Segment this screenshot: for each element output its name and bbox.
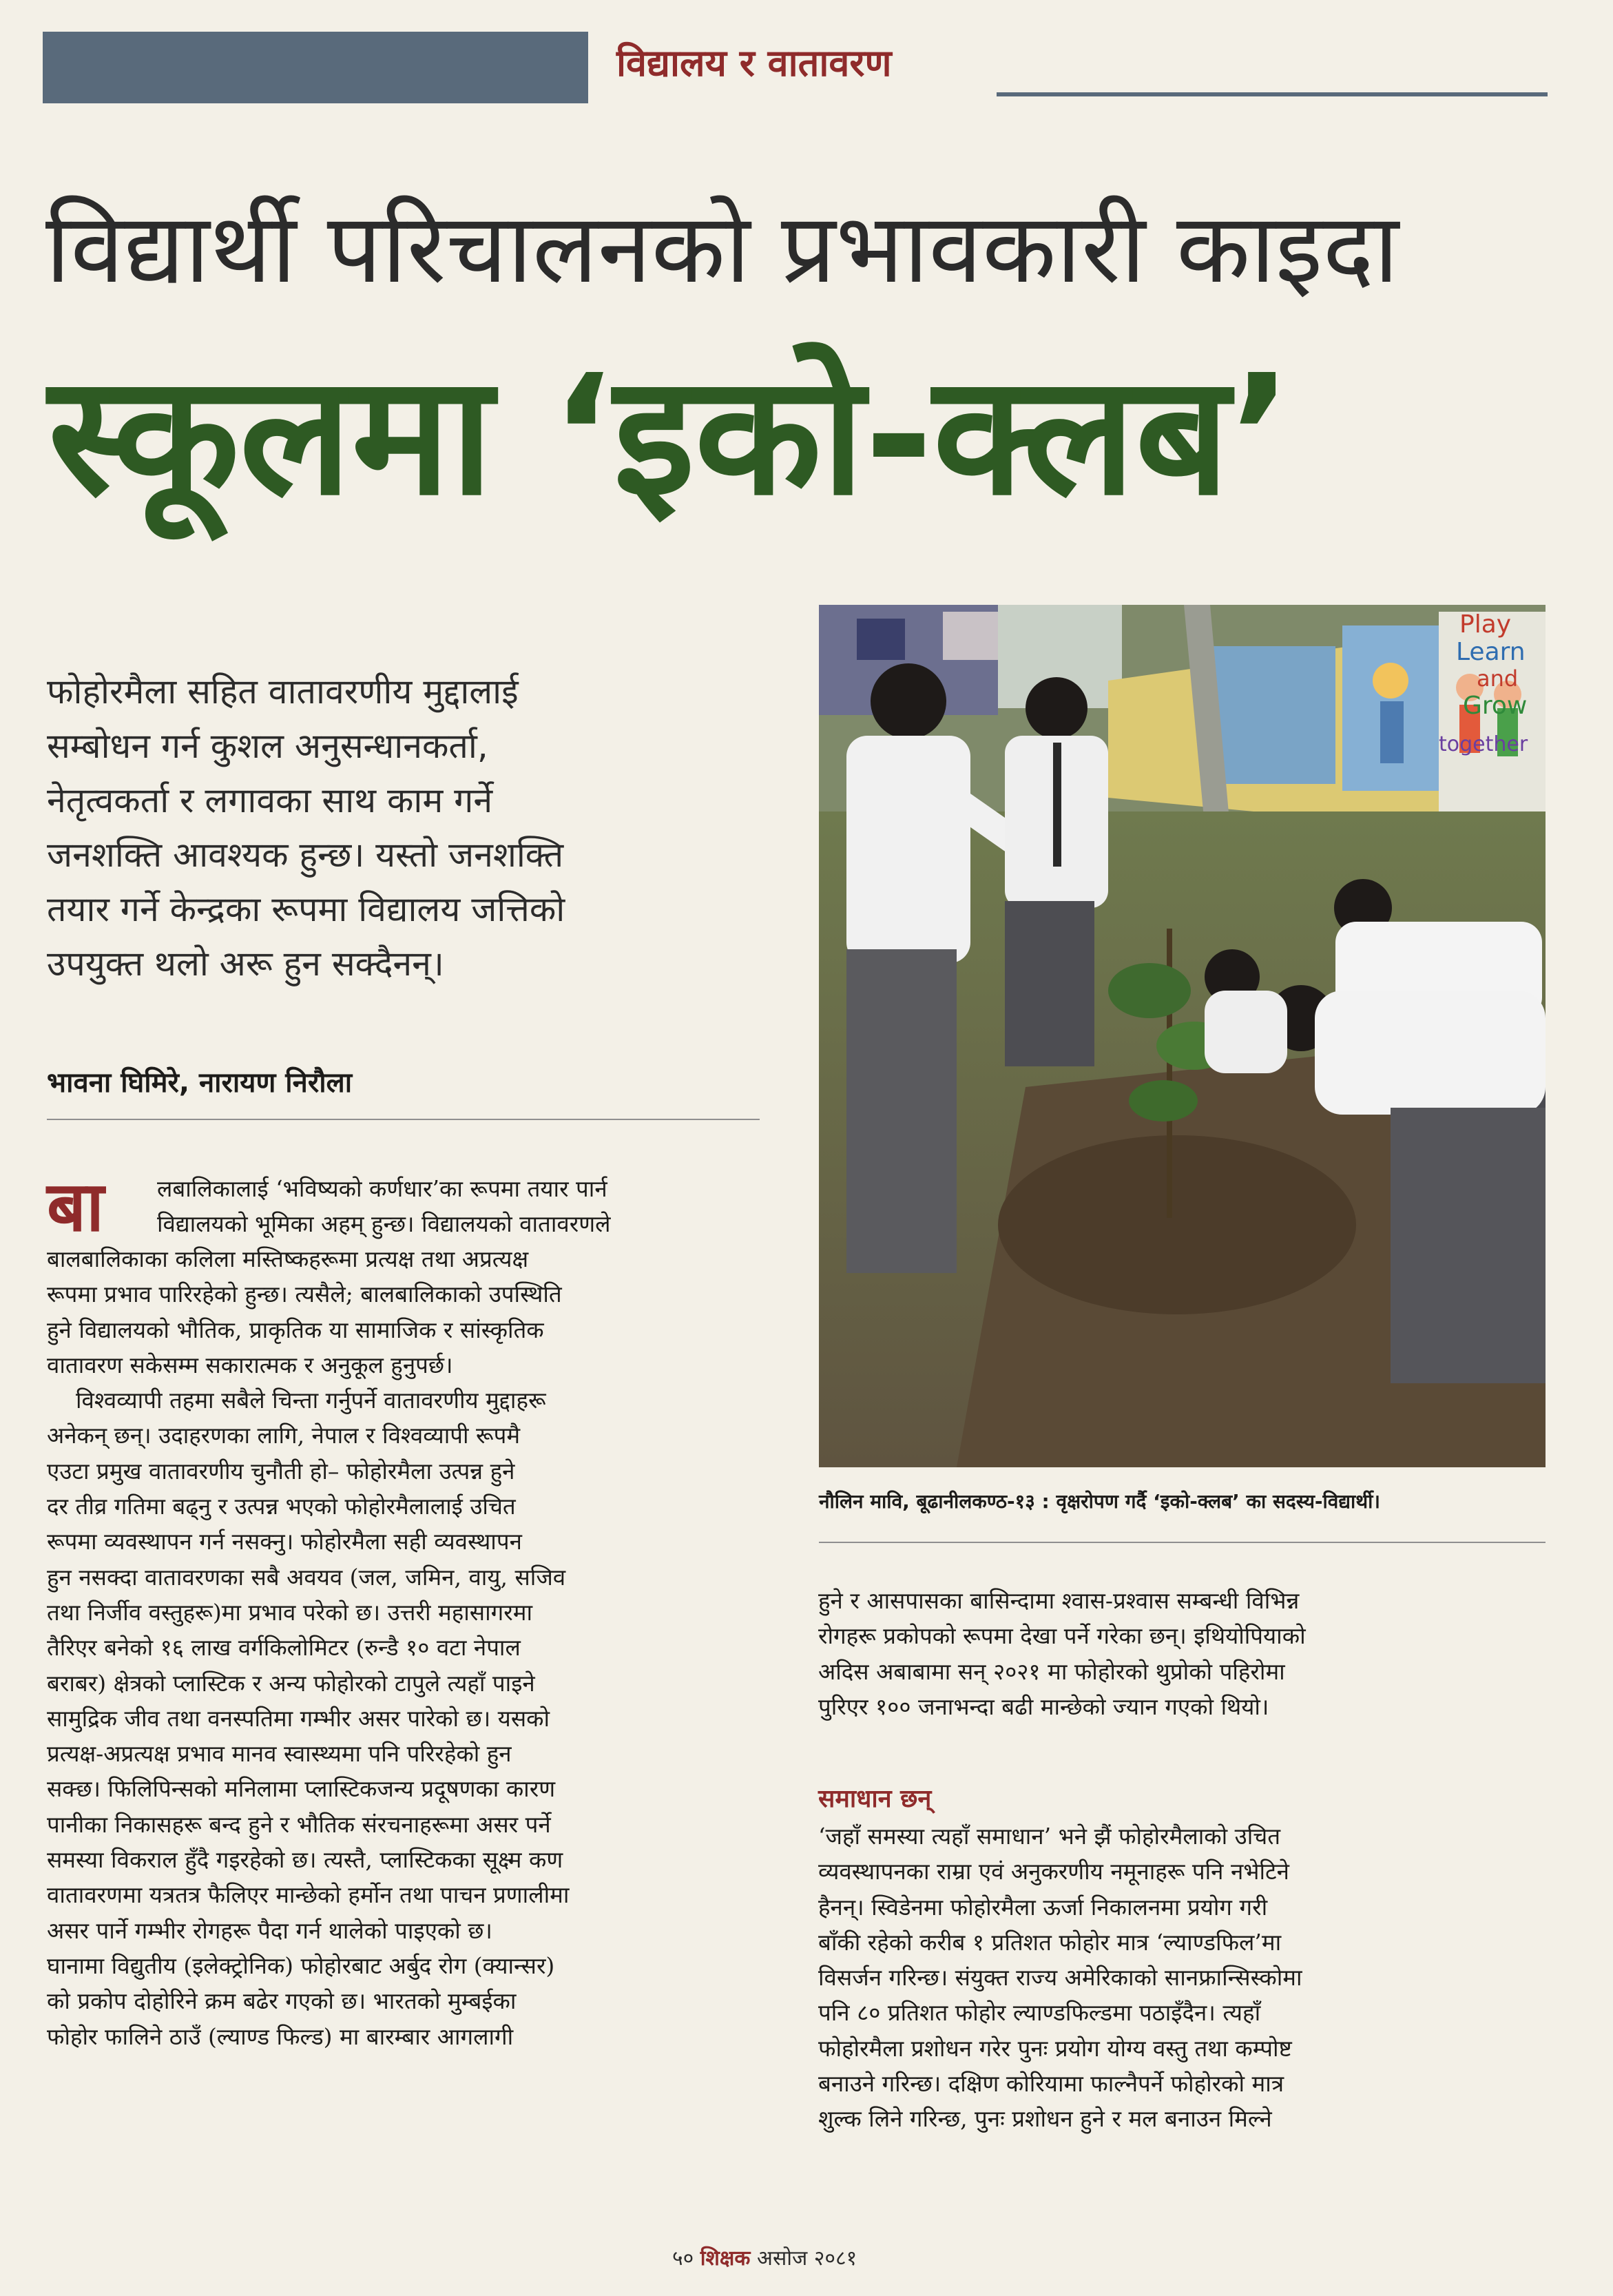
body-line: रूपमा व्यवस्थापन गर्न नसक्नु। फोहोरमैला सही व्यवस्थापन [47,1528,522,1555]
page-number: ५० [672,2246,694,2271]
body-line: सक्छ। फिलिपिन्सको मनिलामा प्लास्टिकजन्य प्रदूषणका कारण [47,1775,556,1803]
body-line: लबालिकालाई ‘भविष्यको कर्णधार’का रूपमा तयार पार्न [157,1175,607,1202]
body-line: पनि ८० प्रतिशत फोहोर ल्याण्डफिल्डमा पठाइँदैन। त्यहाँ [818,1999,1261,2027]
article-lead [47,665,777,991]
lead-line: तयार गर्ने केन्द्रका रूपमा विद्यालय जत्तिको [47,889,565,929]
tree-planting-photo [819,605,1546,1467]
body-line: फोहोरमैला प्रशोधन गरेर पुनः प्रयोग योग्य वस्तु तथा कम्पोष्ट [818,2034,1292,2062]
body-line: बालबालिकाका कलिला मस्तिष्कहरूमा प्रत्यक्ष तथा अप्रत्यक्ष [47,1245,529,1272]
body-line: हुने विद्यालयको भौतिक, प्राकृतिक या सामाजिक र सांस्कृतिक [47,1316,544,1343]
lead-line: उपयुक्त थलो अरू हुन सक्दैनन्। [47,944,444,984]
mural-word: Grow [1463,692,1528,720]
caption-rule [819,1542,1546,1543]
photo-illustration [819,605,1546,1467]
body-line: पुरिएर १०० जनाभन्दा बढी मान्छेको ज्यान गएको थियो। [818,1693,1269,1720]
body-column-2b [818,1819,1302,2137]
body-line: विद्यालयको भूमिका अहम् हुन्छ। विद्यालयको वातावरणले [157,1210,611,1238]
body-line: ‘जहाँ समस्या त्यहाँ समाधान’ भने झैं फोहोरमैलाको उचित [818,1823,1281,1850]
byline: भावना घिमिरे, नारायण निरौला [47,1067,353,1099]
body-column-1 [47,1241,569,2054]
lead-line: जनशक्ति आवश्यक हुन्छ। यस्तो जनशक्ति [47,835,564,875]
header-rule [997,92,1548,96]
body-line: रोगहरू प्रकोपको रूपमा देखा पर्ने गरेका छन्। इथियोपियाको [818,1622,1306,1650]
body-line: हुन नसक्दा वातावरणका सबै अवयव (जल, जमिन, वायु, सजिव [47,1563,566,1591]
lead-line: सम्बोधन गर्न कुशल अनुसन्धानकर्ता, [47,726,488,766]
lead-line: नेतृत्वकर्ता र लगावका साथ काम गर्ने [47,780,493,820]
issue-date: असोज २०८१ [757,2246,857,2271]
drop-cap: बा [47,1166,104,1247]
article-kicker: विद्यार्थी परिचालनको प्रभावकारी काइदा [45,193,1399,305]
body-line: घानामा विद्युतीय (इलेक्ट्रोनिक) फोहोरबाट अर्बुद रोग (क्यान्सर) [47,1952,555,1979]
body-line: समस्या विकराल हुँदै गइरहेको छ। त्यस्तै, प्लास्टिकका सूक्ष्म कण [47,1846,563,1874]
body-line: बनाउने गरिन्छ। दक्षिण कोरियामा फाल्नैपर्ने फोहोरको मात्र [818,2070,1284,2098]
mural-word: Learn [1456,638,1526,666]
body-line: बराबर) क्षेत्रको प्लास्टिक र अन्य फोहोरको टापुले त्यहाँ पाइने [47,1669,535,1697]
body-line: दर तीव्र गतिमा बढ्नु र उत्पन्न भएको फोहोरमैलालाई उचित [47,1493,516,1520]
mural-word: Play [1459,610,1512,639]
body-line: रूपमा प्रभाव पारिरहेको हुन्छ। त्यसैले; बालबालिकाको उपस्थिति [47,1281,562,1308]
page-footer [672,2243,857,2271]
lead-line: फोहोरमैला सहित वातावरणीय मुद्दालाई [47,672,519,712]
photo-caption: नौलिन मावि, बूढानीलकण्ठ-१३ : वृक्षरोपण गर्दै ‘इको-क्लब’ का सदस्य-विद्यार्थी। [819,1490,1381,1513]
body-line: असर पार्ने गम्भीर रोगहरू पैदा गर्न थालेको पाइएको छ। [47,1916,492,1944]
magazine-name: शिक्षक [700,2246,751,2271]
body-column-2a [818,1583,1306,1724]
body-line: वातावरणमा यत्रतत्र फैलिएर मान्छेको हर्मोन तथा पाचन प्रणालीमा [47,1881,570,1909]
mural-word: together [1439,732,1528,756]
body-line: वातावरण सकेसम्म सकारात्मक र अनुकूल हुनुपर्छ। [47,1351,453,1378]
body-line: व्यवस्थापनका राम्रा एवं अनुकरणीय नमूनाहरू पनि नभेटिने [818,1858,1289,1885]
dropcap-lines [157,1171,611,1242]
body-line: फोहोर फालिने ठाउँ (ल्याण्ड फिल्ड) मा बारम्बार आगलागी [47,2023,514,2050]
body-line: को प्रकोप दोहोरिने क्रम बढेर गएको छ। भारतको मुम्बईका [47,1987,517,2015]
body-line: हैनन्। स्विडेनमा फोहोरमैला ऊर्जा निकालनमा प्रयोग गरी [818,1893,1268,1921]
body-line: तैरिएर बनेको १६ लाख वर्गकिलोमिटर (रुन्डै १० वटा नेपाल [47,1634,521,1662]
body-line: पानीका निकासहरू बन्द हुने र भौतिक संरचनाहरूमा असर पर्ने [47,1810,551,1838]
body-line: शुल्क लिने गरिन्छ, पुनः प्रशोधन हुने र मल बनाउन मिल्ने [818,2105,1272,2133]
body-line: अनेकन् छन्। उदाहरणका लागि, नेपाल र विश्वव्यापी रूपमै [47,1422,521,1449]
body-line: हुने र आसपासका बासिन्दामा श्वास-प्रश्वास सम्बन्धी विभिन्न [818,1587,1300,1614]
section-subheading: समाधान छन् [818,1785,932,1813]
article-title: स्कूलमा ‘इको-क्लब’ [48,339,1293,532]
body-line: एउटा प्रमुख वातावरणीय चुनौती हो– फोहोरमैला उत्पन्न हुने [47,1457,515,1485]
section-label: विद्यालय र वातावरण [616,41,892,85]
byline-rule [47,1119,760,1120]
body-line: बाँकी रहेको करीब १ प्रतिशत फोहोर मात्र ‘ल्याण्डफिल’मा [818,1928,1282,1956]
mural-word: and [1477,665,1519,692]
body-line: प्रत्यक्ष-अप्रत्यक्ष प्रभाव मानव स्वास्थ्यमा पनि परिरहेको हुन [47,1740,512,1768]
header-band [43,32,588,103]
body-line: तथा निर्जीव वस्तुहरू)मा प्रभाव परेको छ। उत्तरी महासागरमा [47,1598,533,1626]
body-line: अदिस अबाबामा सन् २०२१ मा फोहोरको थुप्रोको पहिरोमा [818,1657,1285,1685]
body-line: विसर्जन गरिन्छ। संयुक्त राज्य अमेरिकाको सानफ्रान्सिस्कोमा [818,1964,1302,1992]
body-line: विश्वव्यापी तहमा सबैले चिन्ता गर्नुपर्ने वातावरणीय मुद्दाहरू [47,1387,546,1414]
body-line: सामुद्रिक जीव तथा वनस्पतिमा गम्भीर असर पारेको छ। यसको [47,1704,550,1732]
